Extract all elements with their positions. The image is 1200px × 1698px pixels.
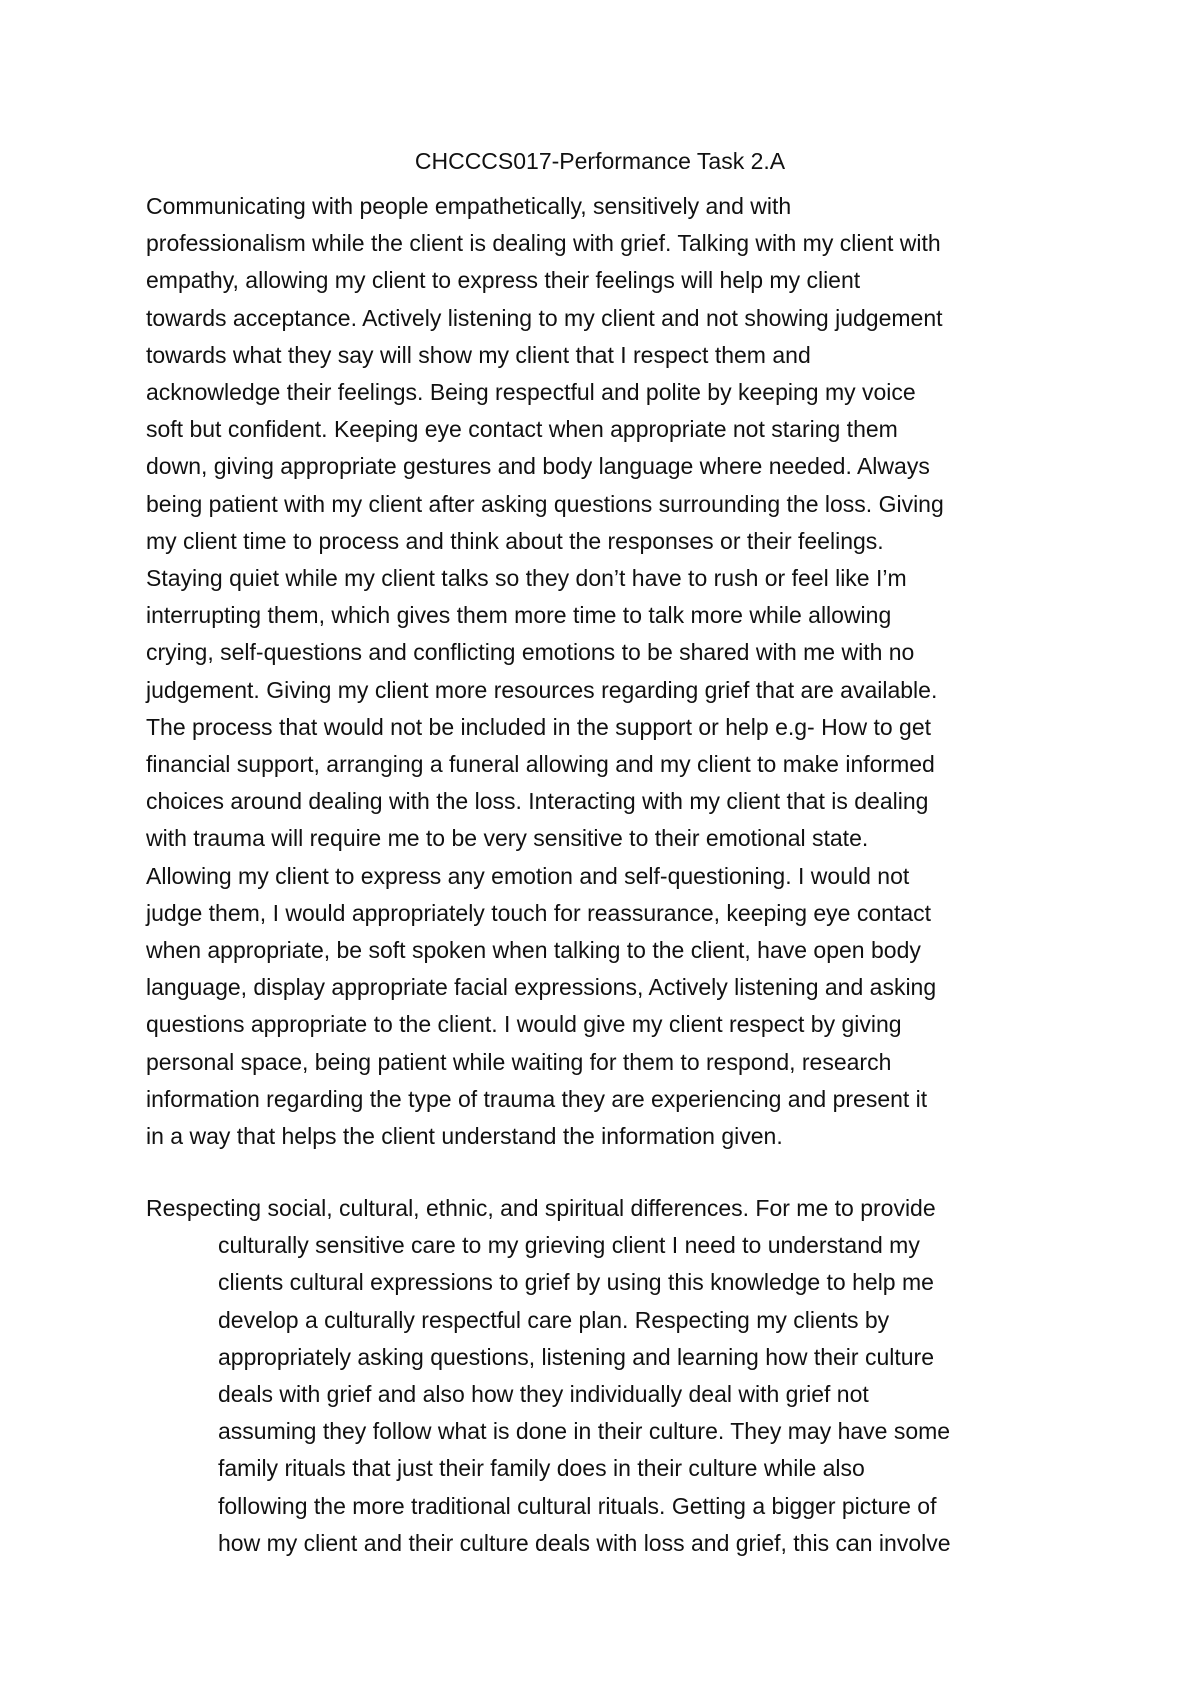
text-line: appropriately asking questions, listening and learning how their culture	[218, 1343, 934, 1370]
text-line: soft but confident. Keeping eye contact when appropriate not staring them	[146, 416, 898, 443]
text-line: with trauma will require me to be very sensitive to their emotional state.	[146, 825, 869, 852]
text-line: The process that would not be included in the support or help e.g- How to get	[146, 713, 932, 740]
text-line: down, giving appropriate gestures and body language where needed. Always	[146, 453, 930, 480]
text-line: interrupting them, which gives them more time to talk more while allowing	[146, 602, 892, 629]
text-line: Staying quiet while my client talks so they don’t have to rush or feel like I’m	[146, 565, 907, 591]
text-line: Allowing my client to express any emotion and self-questioning. I would not	[146, 862, 910, 889]
text-line: following the more traditional cultural rituals. Getting a bigger picture of	[218, 1492, 937, 1519]
text-line: empathy, allowing my client to express their feelings will help my client	[146, 267, 861, 294]
text-line: clients cultural expressions to grief by using this knowledge to help me	[218, 1269, 934, 1296]
text-line: choices around dealing with the loss. Interacting with my client that is dealing	[146, 788, 929, 815]
text-line: assuming they follow what is done in their culture. They may have some	[218, 1418, 951, 1445]
text-line: professionalism while the client is dealing with grief. Talking with my client with	[146, 230, 941, 257]
text-line: when appropriate, be soft spoken when talking to the client, have open body	[146, 937, 921, 963]
text-line: personal space, being patient while waiting for them to respond, research	[146, 1048, 892, 1075]
text-line: how my client and their culture deals with loss and grief, this can involve	[218, 1529, 951, 1556]
text-line: in a way that helps the client understand the information given.	[146, 1123, 783, 1149]
text-line: develop a culturally respectful care plan. Respecting my clients by	[218, 1306, 890, 1333]
text-line: financial support, arranging a funeral allowing and my client to make informed	[146, 751, 935, 777]
text-line: crying, self-questions and conflicting emotions to be shared with me with no	[146, 639, 915, 666]
text-line: Communicating with people empathetically, sensitively and with	[146, 193, 792, 219]
text-line: being patient with my client after asking questions surrounding the loss. Giving	[146, 490, 944, 517]
text-line: acknowledge their feelings. Being respectful and polite by keeping my voice	[146, 379, 916, 405]
text-line: judgement. Giving my client more resources regarding grief that are available.	[146, 676, 938, 703]
text-line: questions appropriate to the client. I would give my client respect by giving	[146, 1011, 902, 1038]
text-line: family rituals that just their family does in their culture while also	[218, 1455, 865, 1482]
text-line: towards acceptance. Actively listening to my client and not showing judgement	[146, 304, 943, 331]
text-line: deals with grief and also how they individually deal with grief not	[218, 1381, 869, 1407]
text-line: judge them, I would appropriately touch for reassurance, keeping eye contact	[146, 899, 932, 926]
document-title: CHCCCS017-Performance Task 2.A	[414, 148, 786, 174]
text-line: Respecting social, cultural, ethnic, and spiritual differences. For me to provide	[146, 1195, 936, 1221]
text-line: culturally sensitive care to my grieving client I need to understand my	[218, 1232, 920, 1259]
text-line: information regarding the type of trauma they are experiencing and present it	[146, 1085, 928, 1112]
text-line: language, display appropriate facial expressions, Actively listening and asking	[146, 974, 937, 1001]
text-line: towards what they say will show my client that I respect them and	[146, 341, 811, 368]
text-line: my client time to process and think about the responses or their feelings.	[146, 527, 884, 554]
